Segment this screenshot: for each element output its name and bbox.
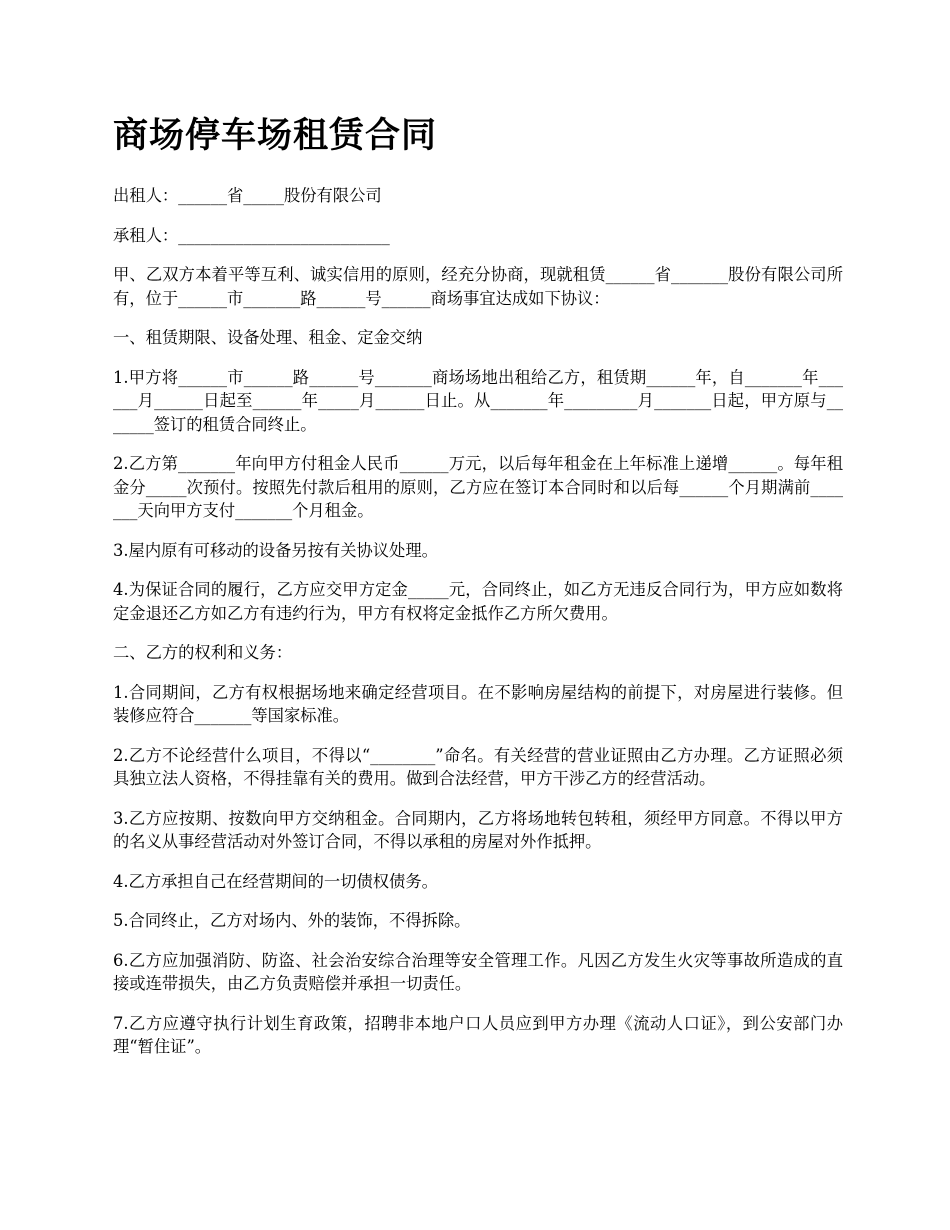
clause-1-3: 3.屋内原有可移动的设备另按有关协议处理。 — [113, 540, 438, 560]
clause-2-2: 2.乙方不论经营什么项目，不得以“________”命名。有关经营的营业证照由乙方办理。乙方证照必须具独立法人资格，不得挂靠有关的费用。做到合法经营，甲方干涉乙方的经营活动。 — [113, 745, 843, 788]
clause-1-4: 4.为保证合同的履行，乙方应交甲方定金_____元，合同终止，如乙方无违反合同行为，甲方应如数将定金退还乙方如乙方有违约行为，甲方有权将定金抵作乙方所欠费用。 — [113, 580, 843, 623]
clause-1-1: 1.甲方将______市______路______号_______商场场地出租给乙方，租赁期______年，自_______年______月______日起至______年_____月______日止。从_______年_________月_______日起，甲方原与_______签订的租赁合同终止。 — [113, 367, 843, 434]
lessor-line: 出租人：______省_____股份有限公司 — [113, 186, 382, 205]
lessee-line: 承租人：__________________________ — [113, 225, 390, 245]
clause-2-7: 7.乙方应遵守执行计划生育政策，招聘非本地户口人员应到甲方办理《流动人口证》，到公安部门办理“暂住证”。 — [113, 1013, 843, 1056]
section-heading-2: 二、乙方的权利和义务： — [113, 643, 293, 662]
clause-2-5: 5.合同终止，乙方对场内、外的装饰，不得拆除。 — [113, 911, 471, 930]
clause-2-3: 3.乙方应按期、按数向甲方交纳租金。合同期内，乙方将场地转包转租，须经甲方同意。不得以甲方的名义从事经营活动对外签订合同，不得以承租的房屋对外作抵押。 — [113, 808, 843, 851]
clause-2-6: 6.乙方应加强消防、防盗、社会治安综合治理等安全管理工作。凡因乙方发生火灾等事故所造成的直接或连带损失，由乙方负责赔偿并承担一切责任。 — [113, 950, 843, 993]
clause-1-2: 2.乙方第_______年向甲方付租金人民币______万元，以后每年租金在上年标准上递增______。每年租金分_____次预付。按照先付款后租用的原则，乙方应在签订本合同时和以后每______个月期满前_______天向甲方支付_______个月租金。 — [113, 454, 843, 520]
document-title: 商场停车场租赁合同 — [113, 116, 438, 156]
clause-2-4: 4.乙方承担自己在经营期间的一切债权债务。 — [113, 871, 438, 891]
clause-2-1: 1.合同期间，乙方有权根据场地来确定经营项目。在不影响房屋结构的前提下，对房屋进行装修。但装修应符合_______等国家标准。 — [113, 682, 843, 725]
section-heading-1: 一、租赁期限、设备处理、租金、定金交纳 — [113, 328, 423, 347]
preamble-paragraph: 甲、乙双方本着平等互利、诚实信用的原则，经充分协商，现就租赁______省_______股份有限公司所有，位于______市_______路______号______商场事宜达成如下协议： — [113, 265, 843, 308]
document-page — [113, 112, 843, 1075]
